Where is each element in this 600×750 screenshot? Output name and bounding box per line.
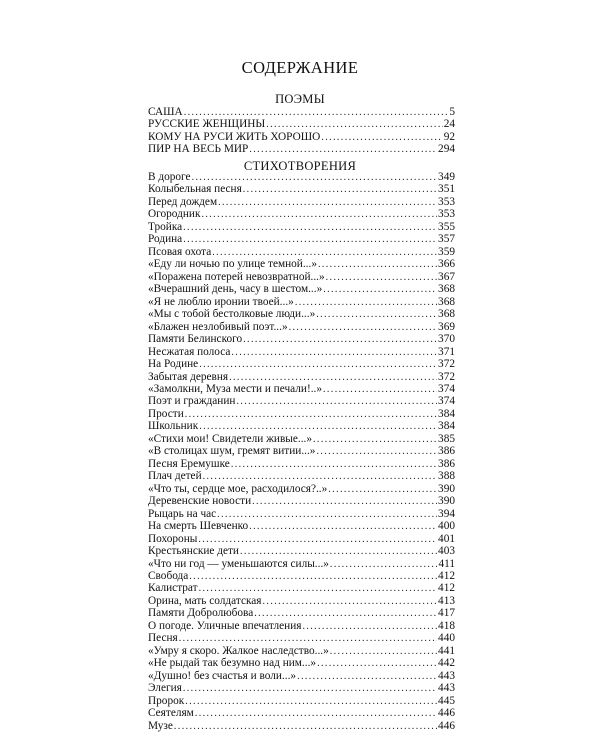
dot-leader [249, 144, 437, 156]
toc-entry-title: Сеятелям [148, 707, 194, 720]
toc-entry-title: «Что ни год — уменьшаются силы...» [148, 557, 329, 570]
toc-entry-page-number: 374 [438, 395, 455, 408]
toc-entry-page-number: 384 [438, 420, 455, 433]
toc-entry [148, 346, 455, 358]
toc-entry-title: Музе [148, 719, 173, 732]
toc-entry-title: «Поражена потерей невозвратной...» [148, 270, 325, 283]
dot-leader [174, 721, 437, 733]
toc-entry [148, 607, 455, 619]
toc-entry [148, 208, 455, 220]
toc-entry-title: О погоде. Уличные впечатления [148, 619, 302, 632]
toc-entry-title: Школьник [148, 420, 199, 433]
dot-leader [199, 359, 437, 371]
dot-leader [323, 384, 437, 396]
dot-leader [236, 396, 437, 408]
toc-entry-page-number: 400 [438, 520, 455, 533]
toc-entry-page-number: 417 [438, 607, 455, 620]
toc-entry [148, 645, 455, 657]
toc-entry [148, 196, 455, 208]
dot-leader [297, 671, 437, 683]
toc-entry [148, 595, 455, 607]
toc-entry-title: Плач детей [148, 470, 202, 483]
toc-entry-title: На Родине [148, 358, 199, 371]
dot-leader [302, 621, 437, 633]
toc-entry-page-number: 390 [438, 495, 455, 508]
toc-entry [148, 271, 455, 283]
toc-entry-page-number: 294 [438, 143, 455, 156]
toc-entry [148, 670, 455, 682]
toc-entry-title: Колыбельная песня [148, 183, 242, 196]
toc-entry-page-number: 355 [438, 220, 455, 233]
toc-entry [148, 558, 455, 570]
toc-entry-page-number: 413 [438, 594, 455, 607]
toc-entry-title: Забытая деревня [148, 370, 229, 383]
toc-entry [148, 106, 455, 118]
dot-leader [318, 259, 437, 271]
toc-entry-title: «Вчерашний день, часу в шестом...» [148, 283, 323, 296]
toc-entry-page-number: 92 [443, 130, 455, 143]
toc-entry-title: «Мы с тобой бестолковые люди...» [148, 308, 316, 321]
dot-leader [328, 484, 437, 496]
toc-entry-title: Псовая охота [148, 245, 212, 258]
toc-entry-page-number: 353 [438, 195, 455, 208]
toc-entry-title: Деревенские новости [148, 495, 252, 508]
toc-entry-title: Памяти Добролюбова [148, 607, 254, 620]
dot-leader [217, 509, 437, 521]
toc-entry [148, 371, 455, 383]
dot-leader [201, 209, 437, 221]
toc-entry [148, 570, 455, 582]
dot-leader [218, 197, 437, 209]
toc-entry-title: На смерть Шевченко [148, 520, 249, 533]
dot-leader [316, 446, 437, 458]
toc-entry-page-number: 443 [438, 669, 455, 682]
toc-entry-page-number: 443 [438, 682, 455, 695]
toc-entry-title: Поэт и гражданин [148, 395, 236, 408]
dot-leader [330, 646, 437, 658]
toc-entry-page-number: 385 [438, 432, 455, 445]
toc-entry [148, 131, 455, 143]
toc-entry [148, 221, 455, 233]
toc-entry [148, 533, 455, 545]
toc-entry [148, 408, 455, 420]
dot-leader [189, 571, 437, 583]
dot-leader [313, 434, 437, 446]
poems-list [148, 106, 455, 156]
dot-leader [289, 322, 437, 334]
toc-entry-page-number: 401 [438, 532, 455, 545]
toc-entry-page-number: 371 [438, 345, 455, 358]
toc-entry-page-number: 5 [449, 106, 455, 118]
toc-entry-title: Тройка [148, 220, 183, 233]
toc-entry [148, 383, 455, 395]
toc-entry-title: «Что ты, сердце мое, расходилося?..» [148, 482, 328, 495]
toc-entry-title: «Я не люблю иронии твоей...» [148, 295, 294, 308]
dot-leader [317, 658, 437, 670]
dot-leader [326, 272, 437, 284]
dot-leader [243, 184, 437, 196]
section-heading-verses: СТИХОТВОРЕНИЯ [243, 159, 357, 173]
toc-entry [148, 258, 455, 270]
toc-entry-title: Похороны [148, 532, 198, 545]
toc-entry-page-number: 442 [438, 657, 455, 670]
toc-entry-page-number: 366 [438, 258, 455, 271]
toc-entry-title: «В столицах шум, гремят витии...» [148, 445, 316, 458]
toc-entry [148, 143, 455, 155]
toc-entry [148, 171, 455, 183]
toc-entry-page-number: 374 [438, 382, 455, 395]
verses-list [148, 171, 455, 732]
toc-entry-title: «Замолкни, Муза мести и печали!..» [148, 382, 322, 395]
toc-entry-page-number: 403 [438, 545, 455, 558]
toc-entry-title: Свобода [148, 570, 189, 582]
dot-leader [195, 708, 437, 720]
toc-entry-title: Прости [148, 407, 184, 420]
toc-entry [148, 520, 455, 532]
toc-entry [148, 296, 455, 308]
toc-entry [148, 495, 455, 507]
toc-entry-page-number: 386 [438, 457, 455, 470]
toc-entry [148, 707, 455, 719]
page-title: СОДЕРЖАНИЕ [241, 58, 359, 77]
toc-entry [148, 308, 455, 320]
toc-entry-title: «Стихи мои! Свидетели живые...» [148, 432, 313, 445]
toc-entry-page-number: 440 [438, 632, 455, 645]
toc-entry-page-number: 412 [438, 570, 455, 582]
toc-entry-title: Несжатая полоса [148, 345, 231, 358]
dot-leader [243, 334, 437, 346]
toc-entry-page-number: 370 [438, 333, 455, 346]
toc-entry-page-number: 441 [438, 644, 455, 657]
toc-entry-page-number: 386 [438, 445, 455, 458]
toc-entry-title: Перед дождем [148, 195, 218, 208]
toc-entry [148, 657, 455, 669]
toc-entry [148, 620, 455, 632]
toc-entry [148, 420, 455, 432]
toc-entry [148, 508, 455, 520]
toc-entry [148, 582, 455, 594]
toc-entry-page-number: 359 [438, 245, 455, 258]
toc-entry [148, 358, 455, 370]
toc-entry-title: Орина, мать солдатская [148, 594, 262, 607]
toc-entry-title: РУССКИЕ ЖЕНЩИНЫ [148, 118, 266, 131]
dot-leader [249, 521, 437, 533]
toc-entry [148, 433, 455, 445]
toc-entry-title: Рыцарь на час [148, 507, 217, 520]
toc-entry-page-number: 372 [438, 358, 455, 371]
toc-entry [148, 483, 455, 495]
dot-leader [185, 696, 437, 708]
toc-entry [148, 545, 455, 557]
toc-entry [148, 183, 455, 195]
toc-entry [148, 445, 455, 457]
toc-entry-title: Родина [148, 233, 183, 246]
toc-entry [148, 458, 455, 470]
section-heading-poems: ПОЭМЫ [275, 92, 325, 106]
dot-leader [295, 297, 437, 309]
toc-entry [148, 321, 455, 333]
toc-entry-title: Песня Еремушке [148, 457, 230, 470]
dot-leader [323, 284, 437, 296]
toc-entry-title: «Душно! без счастья и воли...» [148, 669, 297, 682]
toc-entry-page-number: 384 [438, 407, 455, 420]
toc-entry-page-number: 418 [438, 619, 455, 632]
toc-entry-page-number: 353 [438, 208, 455, 221]
toc-entry [148, 695, 455, 707]
toc-entry-page-number: 412 [438, 582, 455, 595]
toc-entry [148, 395, 455, 407]
dot-leader [231, 347, 437, 359]
toc-entry-page-number: 411 [438, 557, 455, 570]
dot-leader [252, 496, 437, 508]
toc-entry-title: «Не рыдай так безумно над ним...» [148, 657, 317, 670]
toc-entry-title: Памяти Белинского [148, 333, 243, 346]
toc-entry-title: Калистрат [148, 582, 198, 595]
toc-entry-title: Пророк [148, 694, 185, 707]
toc-entry [148, 682, 455, 694]
toc-entry-title: В дороге [148, 171, 191, 183]
toc-entry-title: Крестьянские дети [148, 545, 239, 558]
dot-leader [316, 309, 437, 321]
toc-entry-page-number: 24 [443, 118, 455, 131]
dot-leader [321, 132, 442, 144]
dot-leader [185, 409, 437, 421]
toc-entry-page-number: 445 [438, 694, 455, 707]
toc-entry-title: Песня [148, 632, 178, 645]
toc-entry-title: ПИР НА ВЕСЬ МИР [148, 143, 249, 156]
toc-entry [148, 720, 455, 732]
toc-entry-page-number: 357 [438, 233, 455, 246]
toc-entry [148, 333, 455, 345]
toc-entry-page-number: 351 [438, 183, 455, 196]
dot-leader [183, 222, 437, 234]
toc-entry-page-number: 446 [438, 707, 455, 720]
toc-entry [148, 118, 455, 130]
toc-entry [148, 283, 455, 295]
toc-entry [148, 470, 455, 482]
toc-entry-page-number: 368 [438, 295, 455, 308]
toc-entry-page-number: 372 [438, 370, 455, 383]
toc-entry [148, 246, 455, 258]
toc-entry-title: «Еду ли ночью по улице темной...» [148, 258, 317, 271]
toc-entry-page-number: 368 [438, 308, 455, 321]
toc-entry-title: САША [148, 106, 183, 118]
toc-entry-page-number: 388 [438, 470, 455, 483]
toc-entry [148, 233, 455, 245]
toc-entry-title: Огородник [148, 208, 201, 221]
toc-entry-page-number: 369 [438, 320, 455, 333]
dot-leader [183, 683, 437, 695]
toc-entry-page-number: 394 [438, 507, 455, 520]
toc-entry-title: «Умру я скоро. Жалкое наследство...» [148, 644, 329, 657]
toc-entry-title: Элегия [148, 682, 182, 695]
toc-entry-page-number: 367 [438, 270, 455, 283]
dot-leader [330, 559, 438, 571]
toc-entry-page-number: 368 [438, 283, 455, 296]
toc-entry-page-number: 349 [438, 171, 455, 183]
dot-leader [263, 596, 438, 608]
toc-entry-page-number: 390 [438, 482, 455, 495]
toc-entry-title: «Блажен незлобивый поэт...» [148, 320, 288, 333]
dot-leader [183, 234, 437, 246]
toc-entry-title: КОМУ НА РУСИ ЖИТЬ ХОРОШО [148, 130, 321, 143]
toc-entry-page-number: 446 [438, 719, 455, 732]
dot-leader [231, 459, 437, 471]
toc-entry [148, 632, 455, 644]
